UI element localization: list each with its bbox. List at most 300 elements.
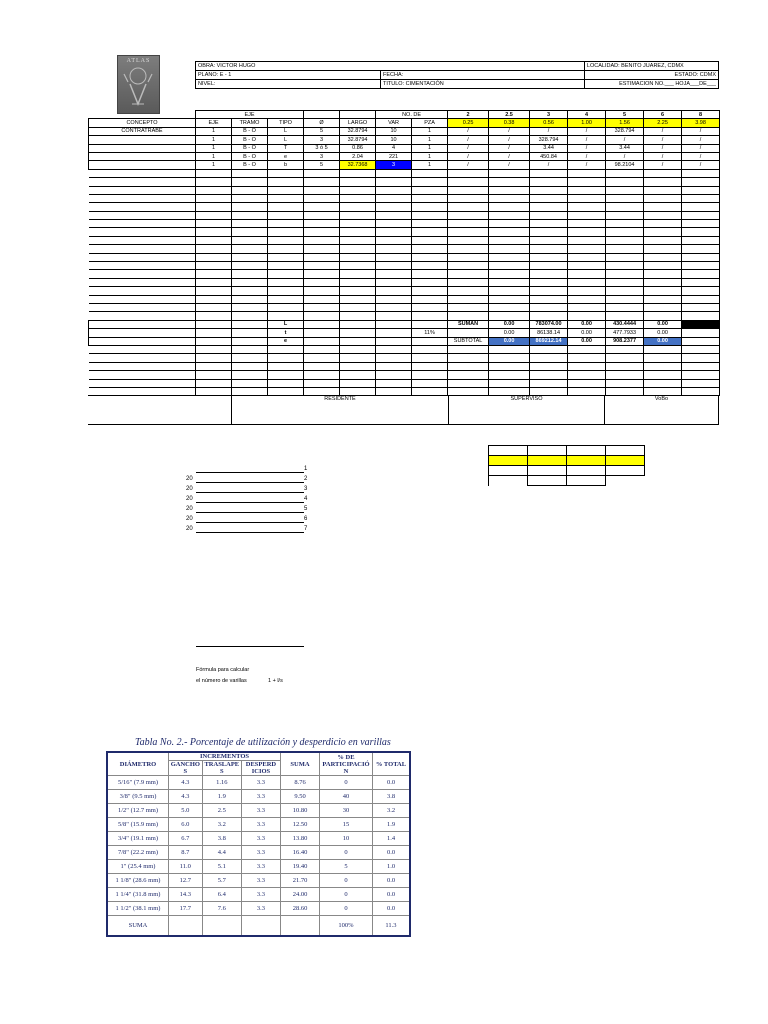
weight-4: 1.00 (568, 119, 606, 127)
empty-cell (448, 186, 489, 194)
empty-cell (489, 379, 530, 387)
empty-cell (606, 169, 644, 177)
tabla2-cell: 4.4 (202, 846, 241, 860)
total-t-label: t (268, 329, 304, 337)
empty-cell (448, 270, 489, 278)
empty-cell (682, 354, 720, 362)
empty-row (89, 379, 720, 387)
empty-cell (196, 278, 232, 286)
empty-cell (568, 362, 606, 370)
tabla2-row (107, 804, 410, 818)
logo-text: ATLAS (126, 58, 151, 64)
empty-cell (196, 186, 232, 194)
empty-cell (606, 228, 644, 236)
tabla2-cell: 5/8" (15.9 mm) (107, 818, 169, 832)
empty-cell (448, 345, 489, 353)
empty-cell (268, 295, 304, 303)
sheet-cell: 3 (304, 136, 340, 144)
tabla2-cell: 3/8" (9.5 mm) (107, 790, 169, 804)
fecha-field: FECHA: (381, 71, 585, 80)
empty-cell (89, 186, 196, 194)
empty-cell (268, 362, 304, 370)
tabla2-cell: 12.50 (281, 818, 320, 832)
line-right-label: 2 (304, 476, 308, 482)
tabla2-cell: 7.6 (202, 902, 241, 916)
tabla2-h-diametro: DIÁMETRO (107, 752, 169, 776)
empty-cell (304, 287, 340, 295)
empty-cell (489, 228, 530, 236)
empty-cell (412, 371, 448, 379)
sheet-cell: L (268, 136, 304, 144)
empty-cell (530, 245, 568, 253)
empty-cell (530, 379, 568, 387)
empty-cell (530, 220, 568, 228)
sheet-cell: 32.8794 (340, 136, 376, 144)
t-6: 0.00 (644, 329, 682, 337)
sheet-cell: / (489, 144, 530, 152)
empty-row (89, 303, 720, 311)
empty-cell (376, 371, 412, 379)
tabla2-cell: 0 (320, 776, 373, 790)
suman-6: 0.00 (644, 320, 682, 328)
sheet-cell: / (606, 152, 644, 160)
empty-cell (568, 228, 606, 236)
sheet-cell: / (606, 136, 644, 144)
tabla2-cell: 0.0 (373, 846, 411, 860)
empty-row (89, 354, 720, 362)
empty-cell (232, 303, 268, 311)
empty-cell (232, 194, 268, 202)
empty-cell (268, 194, 304, 202)
tabla2-cell: 0 (320, 902, 373, 916)
line-right-label: 3 (304, 486, 308, 492)
empty-cell (530, 295, 568, 303)
empty-cell (644, 312, 682, 320)
nivel-field: NIVEL: (196, 80, 381, 89)
empty-cell (376, 287, 412, 295)
empty-cell (568, 345, 606, 353)
subtotal-6: 0.00 (644, 337, 682, 345)
sheet-cell (89, 152, 196, 160)
empty-row (89, 186, 720, 194)
empty-row (89, 236, 720, 244)
sheet-row (89, 144, 720, 152)
tabla2-cell: 0.0 (373, 902, 411, 916)
sheet-cell: 3 (376, 161, 412, 169)
tabla2-cell: 13.80 (281, 832, 320, 846)
empty-row (89, 287, 720, 295)
empty-cell (340, 278, 376, 286)
sheet-cell: / (682, 144, 720, 152)
empty-cell (412, 169, 448, 177)
empty-cell (489, 278, 530, 286)
tabla2-cell: 3.3 (241, 874, 280, 888)
concepto-header: CONCEPTO (89, 119, 196, 127)
blank-line (196, 482, 304, 483)
no-de-header: NO. DE (376, 111, 448, 119)
empty-cell (196, 287, 232, 295)
empty-cell (268, 354, 304, 362)
empty-cell (268, 169, 304, 177)
empty-cell (682, 211, 720, 219)
sheet-cell: 1 (412, 144, 448, 152)
empty-cell (268, 345, 304, 353)
empty-cell (568, 169, 606, 177)
empty-cell (412, 178, 448, 186)
sheet-cell: / (644, 152, 682, 160)
sheet-row (89, 161, 720, 169)
tabla2-cell: 1 1/4" (31.8 mm) (107, 888, 169, 902)
mini-grid (488, 445, 645, 486)
tabla2-cell: 3/4" (19.1 mm) (107, 832, 169, 846)
empty-cell (412, 362, 448, 370)
tabla2-row (107, 846, 410, 860)
empty-cell (196, 228, 232, 236)
tabla2-cell: 0 (320, 874, 373, 888)
empty-cell (489, 169, 530, 177)
empty-cell (268, 211, 304, 219)
empty-cell (232, 178, 268, 186)
tabla2-cell: 1" (25.4 mm) (107, 860, 169, 874)
tabla2-cell: 1.9 (373, 818, 411, 832)
empty-cell (376, 236, 412, 244)
empty-cell (232, 228, 268, 236)
empty-cell (89, 312, 196, 320)
empty-cell (448, 178, 489, 186)
empty-cell (412, 287, 448, 295)
empty-cell (196, 262, 232, 270)
empty-cell (412, 220, 448, 228)
empty-cell (682, 228, 720, 236)
t-5: 477.7933 (606, 329, 644, 337)
sheet-cell: / (489, 161, 530, 169)
empty-cell (489, 362, 530, 370)
empty-cell (682, 312, 720, 320)
sheet-cell: T (268, 144, 304, 152)
empty-cell (268, 186, 304, 194)
tabla2-cell: 8.76 (281, 776, 320, 790)
empty-cell (304, 312, 340, 320)
sheet-cell: / (644, 136, 682, 144)
empty-cell (376, 178, 412, 186)
tabla2-row (107, 860, 410, 874)
empty-cell (448, 303, 489, 311)
empty-cell (606, 186, 644, 194)
empty-cell (606, 371, 644, 379)
sheet-cell: 1 (196, 127, 232, 135)
tabla2-cell: 24.00 (281, 888, 320, 902)
sheet-cell: / (448, 127, 489, 135)
tabla2-cell: 0.0 (373, 888, 411, 902)
empty-cell (304, 245, 340, 253)
t-4: 0.00 (568, 329, 606, 337)
empty-cell (568, 312, 606, 320)
tabla2-suma-total: 11.3 (373, 916, 411, 936)
empty-cell (340, 169, 376, 177)
sheet-cell: / (682, 136, 720, 144)
empty-row (89, 262, 720, 270)
tabla2-row (107, 874, 410, 888)
empty-cell (412, 228, 448, 236)
empty-row (89, 253, 720, 261)
empty-cell (89, 169, 196, 177)
empty-cell (340, 345, 376, 353)
sheet-cell: / (448, 136, 489, 144)
empty-cell (644, 236, 682, 244)
empty-cell (376, 253, 412, 261)
empty-cell (232, 270, 268, 278)
empty-cell (196, 220, 232, 228)
tabla2-cell: 9.50 (281, 790, 320, 804)
empty-cell (606, 203, 644, 211)
tabla2-cell: 6.7 (169, 832, 203, 846)
empty-cell (376, 203, 412, 211)
residente-label: RESIDENTE (232, 396, 449, 425)
header-table (195, 61, 719, 89)
empty-cell (530, 203, 568, 211)
empty-cell (489, 295, 530, 303)
empty-cell (644, 186, 682, 194)
empty-cell (232, 220, 268, 228)
total-e-label: e (268, 337, 304, 345)
empty-cell (232, 203, 268, 211)
empty-cell (489, 203, 530, 211)
empty-cell (232, 169, 268, 177)
tabla2-cell: 19.40 (281, 860, 320, 874)
sheet-cell: 1 (412, 161, 448, 169)
empty-cell (196, 203, 232, 211)
sheet-cell (89, 144, 196, 152)
line-left-label: 20 (186, 526, 193, 532)
formula-text-1: Fórmula para calcular (196, 667, 250, 673)
empty-cell (682, 194, 720, 202)
sheet-cell: / (489, 136, 530, 144)
empty-cell (568, 270, 606, 278)
sheet-cell: 3.44 (606, 144, 644, 152)
empty-cell (568, 236, 606, 244)
empty-cell (232, 186, 268, 194)
empty-cell (568, 253, 606, 261)
sheet-cell: / (682, 161, 720, 169)
empty-cell (489, 287, 530, 295)
empty-cell (304, 278, 340, 286)
sheet-cell: 1 (412, 152, 448, 160)
sheet-cell: / (568, 161, 606, 169)
tabla2-cell: 3.3 (241, 860, 280, 874)
empty-cell (682, 186, 720, 194)
empty-cell (489, 211, 530, 219)
tabla2-cell: 0.0 (373, 776, 411, 790)
sheet-cell: 32.7368 (340, 161, 376, 169)
empty-cell (340, 354, 376, 362)
sheet-cell: / (568, 136, 606, 144)
tabla2-cell: 0.0 (373, 874, 411, 888)
empty-cell (376, 228, 412, 236)
empty-cell (568, 295, 606, 303)
line-left-label: 20 (186, 476, 193, 482)
empty-cell (412, 270, 448, 278)
sheet-cell: e (268, 152, 304, 160)
empty-cell (268, 303, 304, 311)
empty-cell (232, 278, 268, 286)
empty-cell (682, 262, 720, 270)
empty-row (89, 211, 720, 219)
tabla2-cell: 6.4 (202, 888, 241, 902)
sheet-cell: / (530, 161, 568, 169)
empty-cell (606, 278, 644, 286)
empty-cell (448, 245, 489, 253)
empty-cell (644, 270, 682, 278)
tabla2-cell: 0 (320, 888, 373, 902)
superviso-label: SUPERVISO (449, 396, 605, 425)
empty-cell (340, 253, 376, 261)
empty-cell (568, 354, 606, 362)
empty-cell (644, 295, 682, 303)
empty-cell (448, 287, 489, 295)
empty-cell (268, 178, 304, 186)
empty-cell (340, 287, 376, 295)
var-header: VAR (376, 119, 412, 127)
empty-cell (489, 178, 530, 186)
empty-cell (682, 345, 720, 353)
empty-cell (340, 371, 376, 379)
pct-value: 11% (412, 329, 448, 337)
empty-cell (448, 194, 489, 202)
blank-line (196, 472, 304, 473)
tabla2-cell: 1/2" (12.7 mm) (107, 804, 169, 818)
empty-cell (89, 253, 196, 261)
empty-cell (268, 220, 304, 228)
empty-cell (644, 354, 682, 362)
empty-cell (304, 211, 340, 219)
tabla2-suma-label: SUMA (107, 916, 169, 936)
empty-cell (304, 236, 340, 244)
empty-cell (376, 186, 412, 194)
empty-cell (304, 262, 340, 270)
line-left-label: 20 (186, 506, 193, 512)
empty-cell (412, 245, 448, 253)
tabla2-cell: 30 (320, 804, 373, 818)
empty-cell (232, 245, 268, 253)
empty-cell (682, 270, 720, 278)
empty-cell (304, 270, 340, 278)
tabla2-cell: 8.7 (169, 846, 203, 860)
empty-cell (268, 278, 304, 286)
empty-cell (412, 211, 448, 219)
empty-cell (606, 236, 644, 244)
empty-cell (412, 295, 448, 303)
tabla2-cell: 0 (320, 846, 373, 860)
empty-cell (530, 169, 568, 177)
empty-cell (644, 178, 682, 186)
tabla2-h-desperdicios: DESPERD ICIOS (241, 761, 280, 776)
empty-cell (530, 345, 568, 353)
empty-cell (196, 236, 232, 244)
subtotal-2-5: 0.00 (489, 337, 530, 345)
empty-cell (606, 178, 644, 186)
tabla2-cell: 1 1/8" (28.6 mm) (107, 874, 169, 888)
tabla2-cell: 1 1/2" (38.1 mm) (107, 902, 169, 916)
suman-2-5: 0.00 (489, 320, 530, 328)
sheet-cell: B - O (232, 127, 268, 135)
empty-row (89, 345, 720, 353)
empty-cell (568, 211, 606, 219)
empty-cell (268, 262, 304, 270)
sheet-cell: 1 (412, 136, 448, 144)
formula-line (196, 646, 304, 647)
empty-cell (489, 371, 530, 379)
sheet-row (89, 152, 720, 160)
empty-cell (682, 178, 720, 186)
tabla2-cell: 21.70 (281, 874, 320, 888)
subtotal-4: 0.00 (568, 337, 606, 345)
empty-cell (448, 220, 489, 228)
tabla2-cell: 1.4 (373, 832, 411, 846)
tabla2-cell: 3.3 (241, 790, 280, 804)
tabla2-cell: 3.3 (241, 818, 280, 832)
empty-cell (89, 362, 196, 370)
sheet-cell: 10 (376, 136, 412, 144)
empty-cell (568, 371, 606, 379)
empty-cell (376, 211, 412, 219)
sheet-cell: CONTRATRABE (89, 127, 196, 135)
empty-cell (89, 203, 196, 211)
line-left-label: 20 (186, 516, 193, 522)
empty-cell (340, 270, 376, 278)
empty-cell (644, 253, 682, 261)
empty-cell (530, 287, 568, 295)
empty-cell (196, 312, 232, 320)
empty-cell (530, 262, 568, 270)
empty-cell (89, 220, 196, 228)
empty-row (89, 312, 720, 320)
empty-cell (606, 262, 644, 270)
empty-cell (376, 262, 412, 270)
empty-cell (232, 236, 268, 244)
empty-cell (489, 220, 530, 228)
tabla2-cell: 14.3 (169, 888, 203, 902)
tabla2-cell: 6.0 (169, 818, 203, 832)
formula-text-2: el número de varillas (196, 678, 247, 684)
tabla2-h-traslapes: TRASLAPE S (202, 761, 241, 776)
tabla2-cell: 5/16" (7.9 mm) (107, 776, 169, 790)
weight-3: 0.56 (530, 119, 568, 127)
empty-cell (606, 312, 644, 320)
suman-label: SUMAN (448, 320, 489, 328)
pza-header: PZA (412, 119, 448, 127)
empty-cell (530, 228, 568, 236)
empty-cell (530, 312, 568, 320)
empty-row (89, 178, 720, 186)
empty-cell (644, 262, 682, 270)
sheet-cell: B - O (232, 152, 268, 160)
empty-cell (196, 362, 232, 370)
empty-cell (644, 379, 682, 387)
empty-cell (268, 203, 304, 211)
sheet-cell: / (644, 144, 682, 152)
empty-cell (530, 186, 568, 194)
empty-cell (196, 270, 232, 278)
line-right-label: 6 (304, 516, 308, 522)
sheet-cell: L (268, 127, 304, 135)
empty-cell (448, 379, 489, 387)
empty-cell (196, 211, 232, 219)
empty-cell (412, 262, 448, 270)
blank-line (196, 512, 304, 513)
empty-cell (448, 203, 489, 211)
empty-cell (232, 262, 268, 270)
sheet-cell: 221 (376, 152, 412, 160)
